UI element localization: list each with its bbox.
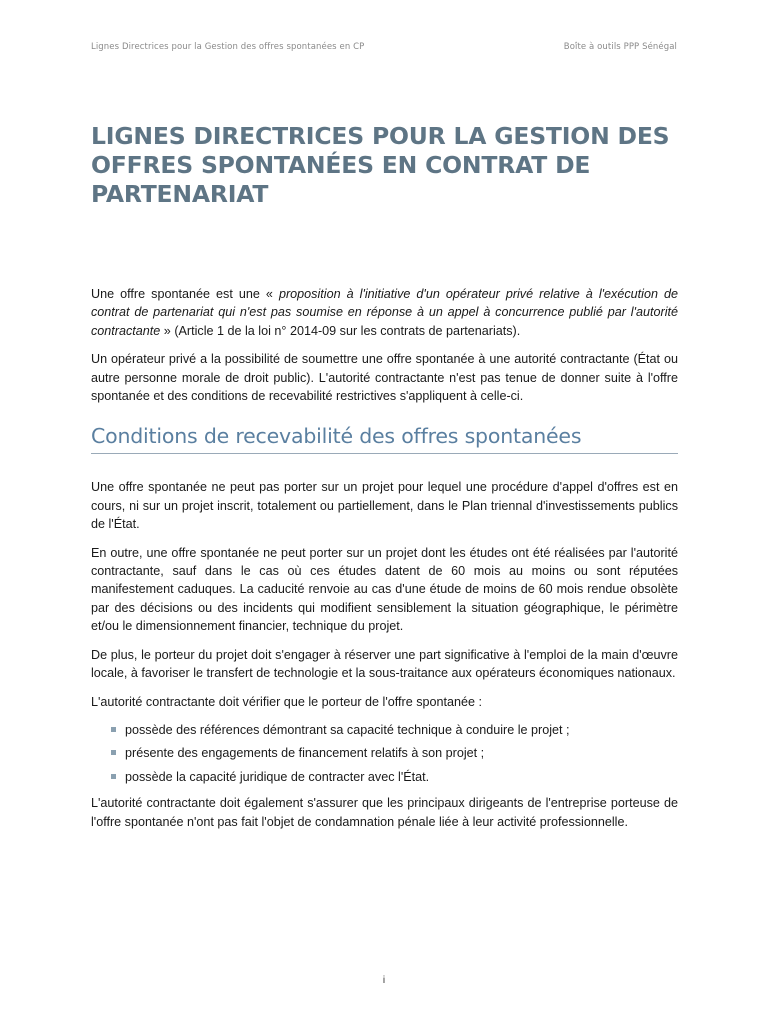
- intro-paragraph-1: [91, 285, 678, 340]
- list-item: [111, 744, 678, 762]
- square-bullet-icon: [111, 750, 116, 755]
- intro-p1-tail: » (Article 1 de la loi n° 2014-09 sur les contrats de partenariats).: [160, 323, 521, 338]
- section-paragraph-2: En outre, une offre spontanée ne peut porter sur un projet dont les études ont été réalisées par l'autorité contractante, sauf dans le cas où ces études datent de 60 mois au moins ou sont réputées manifestement caduques. La caducité renvoie au cas d'une étude de moins de 60 mois rendue obsolète par des décisions ou des incidents qui modifient sensiblement la situation géographique, le périmètre et/ou le dimensionnement financier, technique du projet.: [91, 545, 678, 634]
- list-item-text: possède des références démontrant sa capacité technique à conduire le projet ;: [125, 722, 570, 737]
- header-left-text: Lignes Directrices pour la Gestion des offres spontanées en CP: [91, 42, 365, 52]
- document-title: LIGNES DIRECTRICES POUR LA GESTION DES OFFRES SPONTANÉES EN CONTRAT DE PARTENARIAT: [91, 122, 670, 208]
- list-item: [111, 721, 678, 739]
- document-body: [91, 285, 678, 841]
- square-bullet-icon: [111, 727, 116, 732]
- section-paragraph-4: L'autorité contractante doit vérifier que le porteur de l'offre spontanée :: [91, 694, 483, 709]
- header-right-text: Boîte à outils PPP Sénégal: [563, 42, 677, 52]
- section-paragraph-5: L'autorité contractante doit également s'assurer que les principaux dirigeants de l'entreprise porteuse de l'offre spontanée n'ont pas fait l'objet de condamnation pénale liée à leur activité professionnelle.: [91, 796, 678, 829]
- square-bullet-icon: [111, 774, 116, 779]
- list-item: [111, 768, 678, 786]
- page-number: i: [382, 975, 386, 986]
- requirements-list: [91, 721, 678, 786]
- list-item-text: possède la capacité juridique de contracter avec l'État.: [125, 769, 430, 784]
- section-heading: Conditions de recevabilité des offres spontanées: [91, 423, 678, 454]
- section-paragraph-3: De plus, le porteur du projet doit s'engager à réserver une part significative à l'emploi de la main d'œuvre locale, à favoriser le transfert de technologie et la sous-traitance aux opérateurs économiques nationaux.: [91, 647, 678, 681]
- section-paragraph-1: Une offre spontanée ne peut pas porter sur un projet pour lequel une procédure d'appel d'offres est en cours, ni sur un projet inscrit, totalement ou partiellement, dans le Plan triennal d'investissements publics de l'État.: [91, 480, 678, 532]
- intro-p1-quote: proposition à l'initiative d'un opérateur privé relative à l'exécution de contrat de partenariat qui n'est pas soumise en réponse à un appel à concurrence publié par l'autorité contractante: [91, 287, 678, 338]
- intro-paragraph-2: Un opérateur privé a la possibilité de soumettre une offre spontanée à une autorité contractante (État ou autre personne morale de droit public). L'autorité contractante n'est pas tenue de donner suite à l'offre spontanée et des conditions de recevabilité restrictives s'appliquent à celle-ci.: [91, 352, 678, 404]
- list-item-text: présente des engagements de financement relatifs à son projet ;: [125, 746, 485, 761]
- page-header: [91, 42, 677, 52]
- intro-p1-lead: Une offre spontanée est une «: [91, 287, 279, 301]
